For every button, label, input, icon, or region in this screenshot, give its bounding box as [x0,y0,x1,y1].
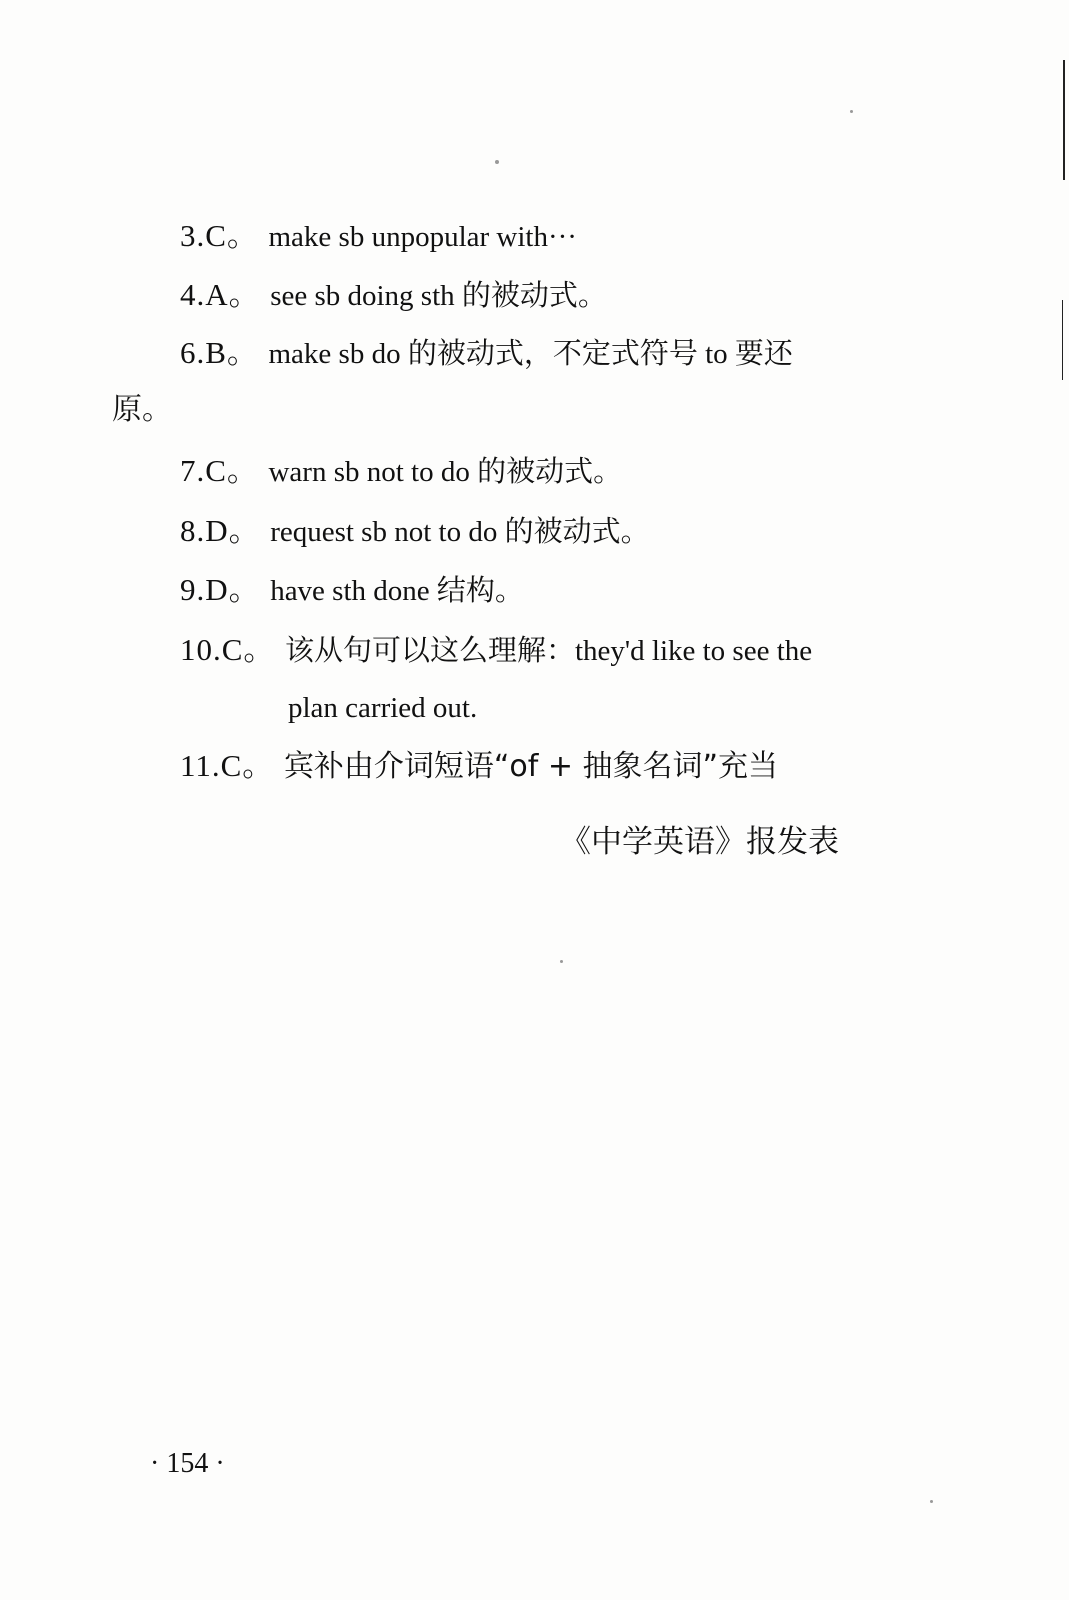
answer-4 [180,275,607,316]
answer-11 [180,746,778,787]
source-attribution: 《中学英语》报发表 [560,824,839,860]
answer-text: see sb doing sth 的被动式。 [270,280,607,312]
answer-text-cont: 原。 [112,392,172,427]
answer-text: 该从句可以这么理解：they'd like to see the [284,635,813,667]
answer-text: 宾补由介词短语“of + 抽象名词”充当 [283,749,779,784]
answer-6 [180,333,793,374]
answer-6-continuation [112,390,172,430]
scan-speck [850,110,853,113]
answer-text: have sth done 结构。 [270,575,524,607]
answer-text: request sb not to do 的被动式。 [270,516,650,548]
answer-text: warn sb not to do 的被动式。 [268,456,623,488]
answer-10 [180,630,812,671]
answer-3 [180,216,577,257]
answer-label: 4.A。 [180,277,261,312]
answer-text: make sb do 的被动式，不定式符号 to 要还 [268,338,793,370]
answer-label: 10.C。 [180,632,276,667]
page-number: · 154 · [150,1448,225,1479]
answer-10-continuation [288,688,477,728]
scan-speck [930,1500,933,1503]
scan-speck [560,960,563,963]
answer-text: make sb unpopular with··· [268,221,577,253]
answer-label: 8.D。 [180,513,261,548]
scan-edge-mark [1063,60,1065,180]
answer-label: 11.C。 [180,748,275,783]
answer-7 [180,451,622,492]
answer-text-cont: plan carried out. [288,692,478,724]
answer-label: 9.D。 [180,572,261,607]
answer-label: 7.C。 [180,453,259,488]
scan-speck [495,160,499,164]
answer-9 [180,570,524,611]
answer-label: 6.B。 [180,335,259,370]
answer-label: 3.C。 [180,218,259,253]
scan-edge-mark [1062,300,1063,380]
answer-8 [180,511,650,552]
